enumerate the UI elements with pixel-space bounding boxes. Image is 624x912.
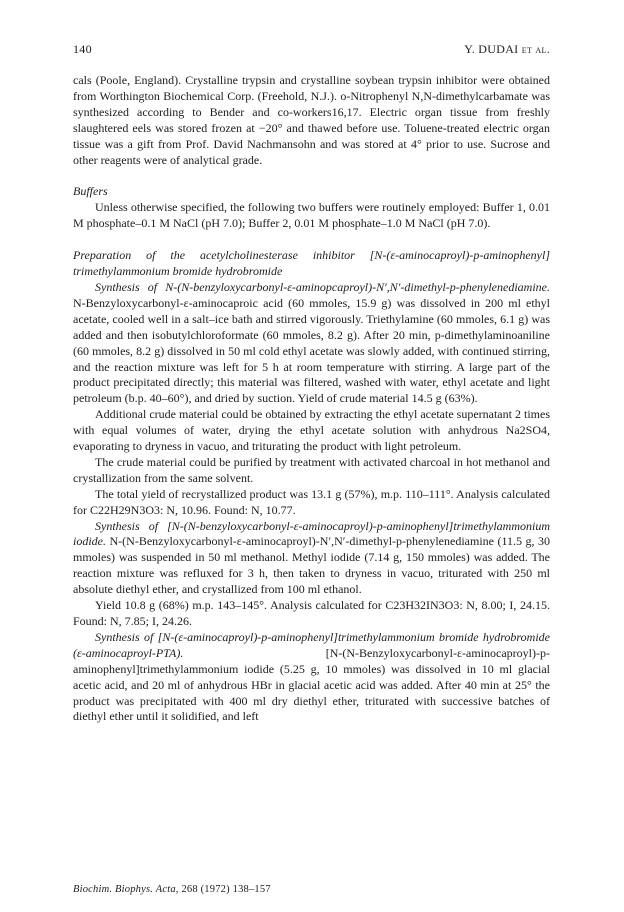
paragraph-materials: cals (Poole, England). Crystalline trypsin and crystalline soybean trypsin inhibitor were obtained from Worthington Biochemical Corp. (Freehold, N.J.). o-Nitrophenyl N,N-dimethylcarbamate was synthesized according to Bender and co-workers16,17. Electric organ tissue from freshly slaughtered eels was stored frozen at −20° and thawed before use. Toluene-treated electric organ tissue was a gift from Prof. David Nachmansohn and was stored at 4° prior to use. Sucrose and other reagents were of analytical grade. bbox=[73, 73, 550, 167]
running-head: Y. DUDAI et al. bbox=[464, 42, 550, 56]
page-footer bbox=[73, 884, 271, 895]
journal-name: Biochim. Biophys. Acta, bbox=[73, 884, 179, 895]
page-header bbox=[73, 42, 550, 60]
paragraph-additional: Additional crude material could be obtained by extracting the ethyl acetate supernatant 2 times with equal volumes of water, drying the ethyl acetate solution with anhydrous Na2SO4, evaporating to dryness in vacuo, and triturating the product with light petroleum. bbox=[73, 407, 550, 454]
paragraph-buffers: Unless otherwise specified, the following two buffers were routinely employed: Buffer 1, 0.01 M phosphate–0.1 M NaCl (pH 7.0); Buffer 2, 0.01 M phosphate–1.0 M NaCl (pH 7.0). bbox=[73, 200, 550, 231]
journal-citation: 268 (1972) 138–157 bbox=[181, 884, 271, 895]
paragraph-synthesis-3: Synthesis of [N-(ε-aminocaproyl)-p-aminophenyl]trimethylammonium bromide hydrobromide (ε-aminocaproyl-PTA). [N-(N-Benzyloxycarbonyl-ε-aminocaproyl)-p-aminophenyl]trimethylammonium iodide (5.25 g, 10 mmoles) was dissolved in 10 ml glacial acetic acid, and 20 ml of anhydrous HBr in glacial acetic acid was added. After 40 min at 25° the product was precipitated with 400 ml dry diethyl ether, triturated with successive batches of diethyl ether until it solidified, and left bbox=[73, 629, 550, 724]
paragraph-synthesis-1: Synthesis of N-(N-benzyloxycarbonyl-ε-aminopcaproyl)-N′,N′-dimethyl-p-phenylenediamine. N-Benzyloxycarbonyl-ε-aminocaproic acid (60 mmoles, 15.9 g) was dissolved in 200 ml ethyl acetate, cooled well in a salt–ice bath and stirred vigorously. Triethylamine (60 mmoles, 6.1 g) was added and then isobutylchloroformate (60 mmoles, 8.2 g). After 20 min, p-dimethylaminoaniline (60 mmoles, 8.2 g) dissolved in 50 ml cold ethyl acetate was slowly added, with continued stirring, and the reaction mixture was left for 5 h at room temperature with stirring. A large part of the product precipitated directly; this material was filtered, washed with water, ethyl acetate and light petroleum (b.p. 40–60°), and dried by suction. Yield of crude material 14.5 g (63%). bbox=[73, 279, 550, 406]
page-number: 140 bbox=[73, 42, 92, 56]
paragraph-synthesis-2: Synthesis of [N-(N-benzyloxycarbonyl-ε-aminocaproyl)-p-aminophenyl]trimethylammonium iodide. N-(N-Benzyloxycarbonyl-ε-aminocaproyl)-N′,N′-dimethyl-p-phenylenediamine (11.5 g, 30 mmoles) was suspended in 50 ml methanol. Methyl iodide (7.14 g, 150 mmoles) was added. The reaction mixture was refluxed for 3 h, then taken to dryness in vacuo, triturated with 250 ml absolute diethyl ether, and crystallized from 100 ml ethanol. bbox=[73, 518, 551, 597]
subheading-synthesis-2: Synthesis of [N-(N-benzyloxycarbonyl-ε-aminocaproyl)-p-aminophenyl]trimethylammonium iodide. bbox=[73, 518, 550, 549]
subheading-synthesis-1: Synthesis of N-(N-benzyloxycarbonyl-ε-aminopcaproyl)-N′,N′-dimethyl-p-phenylenediamine. bbox=[95, 279, 550, 294]
paragraph-total-yield: The total yield of recrystallized product was 13.1 g (57%), m.p. 110–111°. Analysis calculated for C22H29N3O3: N, 10.96. Found: N, 10.77. bbox=[73, 486, 550, 517]
article-body bbox=[73, 73, 550, 725]
subheading-synthesis-3: Synthesis of [N-(ε-aminocaproyl)-p-aminophenyl]trimethylammonium bromide hydrobromide (ε-aminocaproyl-PTA). bbox=[73, 629, 550, 660]
paragraph-yield-2: Yield 10.8 g (68%) m.p. 143–145°. Analysis calculated for C23H32IN3O3: N, 8.00; I, 24.15. Found: N, 7.85; I, 24.26. bbox=[73, 598, 550, 628]
section-heading-buffers: Buffers bbox=[73, 184, 108, 199]
section-heading-preparation: Preparation of the acetylcholinesterase inhibitor [N-(ε-aminocaproyl)-p-aminophenyl] trimethylammonium bromide hydrobromide bbox=[73, 248, 550, 279]
paragraph-crude: The crude material could be purified by treatment with activated charcoal in hot methanol and crystallization from the same solvent. bbox=[73, 454, 550, 485]
